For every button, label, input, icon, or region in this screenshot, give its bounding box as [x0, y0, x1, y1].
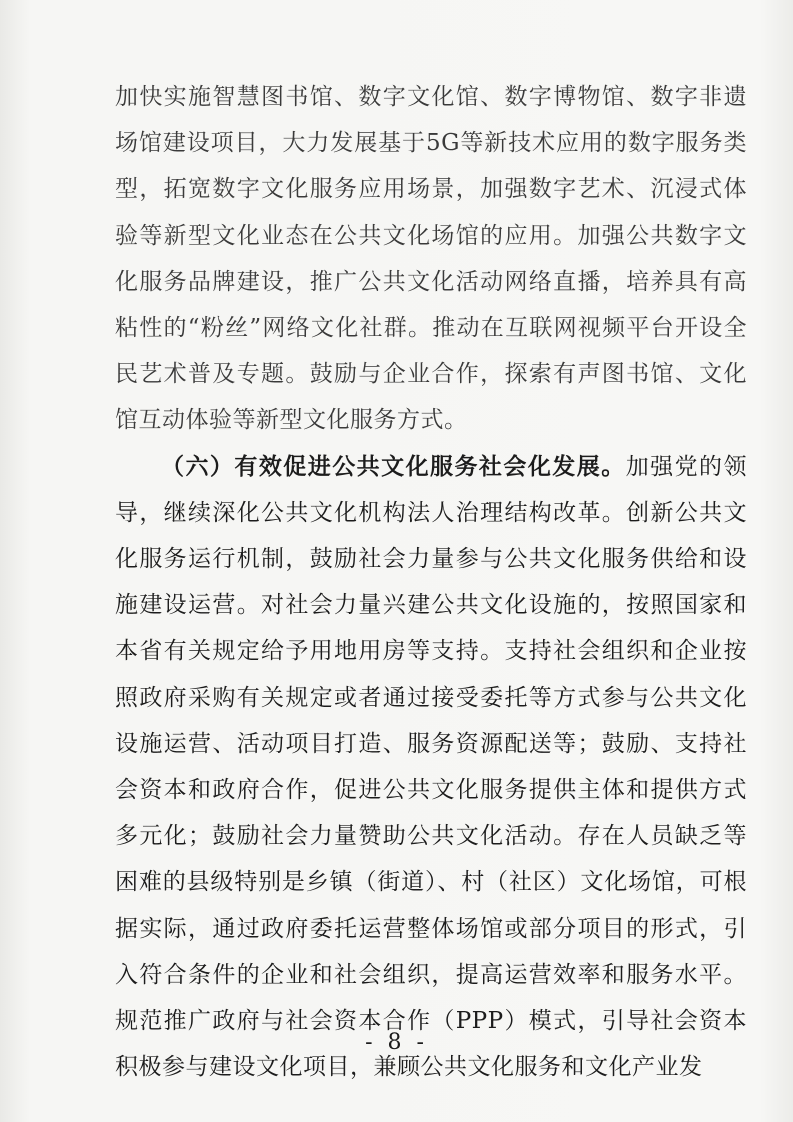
- page-number: - 8 -: [365, 1030, 428, 1055]
- section-heading: （六）有效促进公共文化服务社会化发展。: [161, 452, 626, 480]
- paragraph-2-body: 加强党的领导，继续深化公共文化机构法人治理结构改革。创新公共文化服务运行机制，鼓励社会力量参与公共文化服务供给和设施建设运营。对社会力量兴建公共文化设施的，按照国家和本省有关规定给予用地用房等支持。支持社会组织和企业按照政府采购有关规定或者通过接受委托等方式参与公共文化设施运营、活动项目打造、服务资源配送等；鼓励、支持社会资本和政府合作，促进公共文化服务提供主体和提供方式多元化；鼓励社会力量赞助公共文化活动。存在人员缺乏等困难的县级特别是乡镇（街道）、村（社区）文化场馆，可根据实际，通过政府委托运营整体场馆或部分项目的形式，引入符合条件的企业和社会组织，提高运营效率和服务水平。规范推广政府与社会资本合作（PPP）模式，引导社会资本积极参与建设文化项目，兼顾公共文化服务和文化产业发: [115, 453, 748, 1081]
- paragraph-2: [115, 444, 747, 1091]
- body-text: [115, 74, 747, 1090]
- paragraph-1: 加快实施智慧图书馆、数字文化馆、数字博物馆、数字非遗场馆建设项目，大力发展基于5G等新技术应用的数字服务类型，拓宽数字文化服务应用场景，加强数字艺术、沉浸式体验等新型文化业态在公共文化场馆的应用。加强公共数字文化服务品牌建设，推广公共文化活动网络直播，培养具有高粘性的“粉丝”网络文化社群。推动在互联网视频平台开设全民艺术普及专题。鼓励与企业合作，探索有声图书馆、文化馆互动体验等新型文化服务方式。: [115, 84, 747, 434]
